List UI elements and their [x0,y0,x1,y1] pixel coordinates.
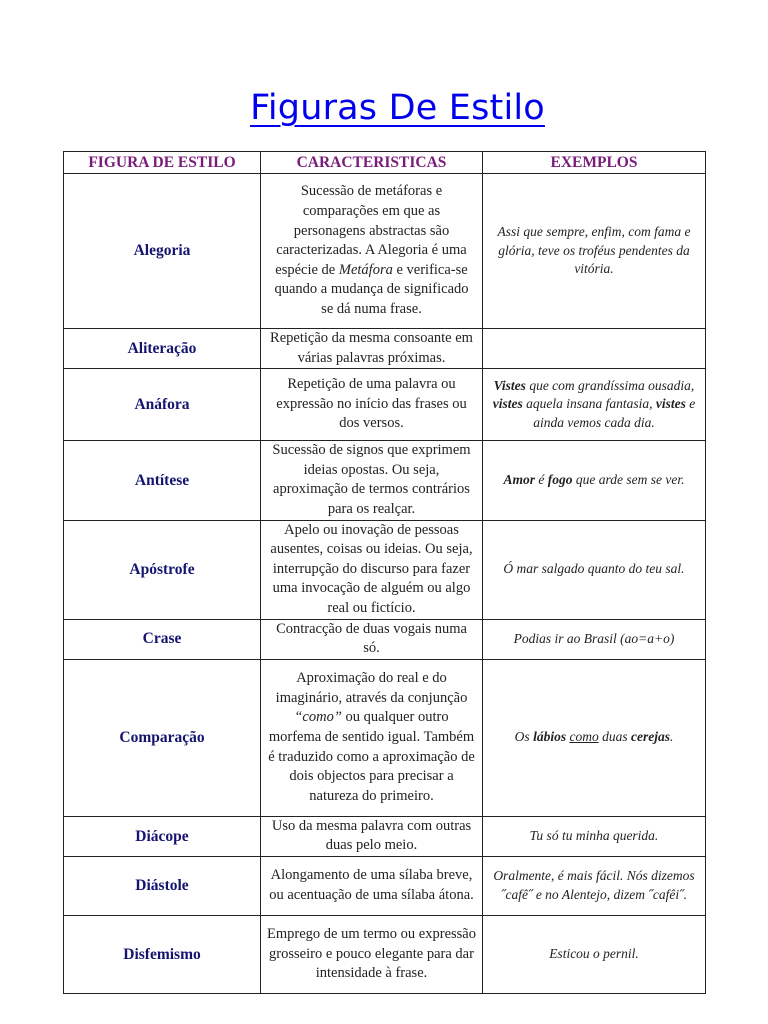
text-fragment: Uso da mesma palavra com outras duas pelo meio. [271,817,472,854]
figure-description [261,619,483,659]
text-fragment: vistes [492,396,523,412]
figure-example [483,441,706,520]
table-row [64,520,706,619]
table-row [64,915,706,993]
table-row [64,329,706,369]
text-fragment: Tu só tu minha querida. [529,828,659,844]
text-fragment: como [569,729,599,745]
figure-example [483,659,706,816]
text-fragment: lábios [533,729,567,745]
text-fragment: “como” [294,709,342,726]
figure-name: Anáfora [64,369,261,441]
figure-name: Antítese [64,441,261,520]
text-fragment: . [669,729,674,745]
figure-description [261,174,483,329]
text-fragment: Apelo ou inovação de pessoas ausentes, coisas ou ideias. Ou seja, interrupção do discurso para fazer uma invocação de alguém ou algo real ou fictício. [270,521,473,616]
figure-description [261,856,483,915]
figure-description [261,659,483,816]
text-fragment: que com grandíssima ousadia, [525,377,695,393]
table-row [64,619,706,659]
text-fragment: Amor [503,472,536,488]
figure-example [483,856,706,915]
figure-name: Comparação [64,659,261,816]
text-fragment: Ó mar salgado quanto do teu sal. [503,561,685,577]
text-fragment: Sucessão de metáforas e comparações em que as personagens abstractas são caracterizadas. A Alegoria é uma espécie de [275,183,467,278]
figure-example [483,329,706,369]
header-caracteristicas: CARACTERISTICAS [261,152,483,174]
header-exemplos: EXEMPLOS [483,152,706,174]
figure-name: Diácope [64,816,261,856]
text-fragment: vistes [655,396,686,412]
table-row [64,174,706,329]
text-fragment: e ainda vemos cada dia. [533,396,696,430]
text-fragment: Assi que sempre, enfim, com fama e glória, teve os troféus pendentes da vitória. [497,224,691,277]
text-fragment: Repetição de uma palavra ou expressão no início das frases ou dos versos. [276,376,467,432]
figures-table [63,151,706,994]
figure-example [483,520,706,619]
figure-description [261,369,483,441]
text-fragment: fogo [547,472,573,488]
text-fragment: Alongamento de uma sílaba breve, ou acentuação de uma sílaba átona. [269,867,474,903]
text-fragment: é [535,472,548,488]
text-fragment: Repetição da mesma consoante em várias palavras próximas. [270,330,473,366]
text-fragment: ou qualquer outro morfema de sentido igual. Também é traduzido como a aproximação de dois objectos para precisar a natureza do primeiro. [268,709,475,804]
figure-description [261,915,483,993]
text-fragment: cerejas [630,729,670,745]
figure-example [483,174,706,329]
figure-name: Apóstrofe [64,520,261,619]
text-fragment: Oralmente, é mais fácil. Nós dizemos ˝cafê˝ e no Alentejo, dizem ˝cafêi˝. [493,868,695,902]
text-fragment: que arde sem se ver. [572,472,685,488]
text-fragment: Aproximação do real e do imaginário, através da conjunção [275,670,468,706]
figure-example [483,619,706,659]
text-fragment: Emprego de um termo ou expressão grosseiro e pouco elegante para dar intensidade à frase. [267,926,476,982]
text-fragment: Contracção de duas vogais numa só. [276,620,467,657]
text-fragment: Vistes [493,377,526,393]
table-row [64,659,706,816]
figure-description [261,816,483,856]
table-row [64,441,706,520]
table-row [64,816,706,856]
text-fragment: Sucessão de signos que exprimem ideias opostas. Ou seja, aproximação de termos contrários para os realçar. [272,442,471,517]
figure-example [483,915,706,993]
table-row [64,369,706,441]
figure-name: Crase [64,619,261,659]
figure-name: Diástole [64,856,261,915]
figure-description [261,520,483,619]
figure-example [483,816,706,856]
text-fragment: Podias ir ao Brasil (ao=a+o) [513,630,675,646]
header-figura: FIGURA DE ESTILO [64,152,261,174]
figure-name: Aliteração [64,329,261,369]
text-fragment: duas [598,729,631,745]
figure-example [483,369,706,441]
text-fragment: Metáfora [338,261,393,278]
text-fragment: Esticou o pernil. [549,946,639,962]
page-title: Figuras De Estilo [250,88,545,128]
text-fragment: e verifica-se quando a mudança de significado se dá numa frase. [274,261,469,317]
figure-description [261,329,483,369]
text-fragment: Os [514,729,534,745]
table-row [64,856,706,915]
header-row [64,152,706,174]
figure-name: Alegoria [64,174,261,329]
text-fragment: aquela insana fantasia, [522,396,656,412]
figure-description [261,441,483,520]
figure-name: Disfemismo [64,915,261,993]
